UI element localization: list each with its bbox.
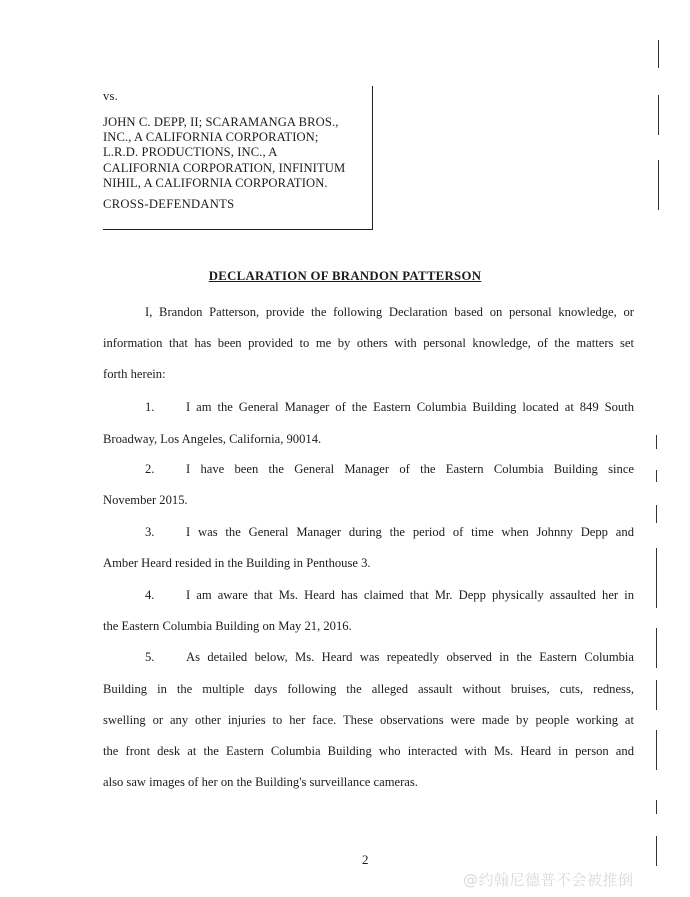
edge-mark xyxy=(656,836,657,866)
paragraph-line: Broadway, Los Angeles, California, 90014. xyxy=(103,432,322,446)
paragraph-line: Amber Heard resided in the Building in Penthouse 3. xyxy=(103,556,371,570)
paragraph-line: Building in the multiple days following the alleged assault without bruises, cuts, redness, xyxy=(103,682,634,696)
edge-mark xyxy=(656,505,657,523)
case-caption xyxy=(103,86,373,230)
paragraph-line: the front desk at the Eastern Columbia Building who interacted with Ms. Heard in person and xyxy=(103,744,634,758)
paragraph-line: November 2015. xyxy=(103,493,188,507)
edge-mark xyxy=(656,548,657,608)
paragraph-line: the Eastern Columbia Building on May 21, 2016. xyxy=(103,619,352,633)
edge-mark xyxy=(656,435,657,449)
paragraph-line: I am aware that Ms. Heard has claimed that Mr. Depp physically assaulted her in xyxy=(186,588,634,602)
paragraph-line: swelling or any other injuries to her face. These observations were made by people working at xyxy=(103,713,634,727)
party-line: NIHIL, A CALIFORNIA CORPORATION. xyxy=(103,175,328,190)
edge-mark xyxy=(658,160,659,210)
edge-mark xyxy=(656,470,657,482)
paragraph-number: 2. xyxy=(145,462,155,476)
intro-line: forth herein: xyxy=(103,367,166,381)
party-role-label: CROSS-DEFENDANTS xyxy=(103,197,235,211)
paragraph-number: 4. xyxy=(145,588,155,602)
party-line: INC., A CALIFORNIA CORPORATION; xyxy=(103,130,319,145)
watermark-text: @约翰尼德普不会被推倒 xyxy=(463,871,634,889)
cross-defendant-parties xyxy=(103,115,345,191)
intro-line: I, Brandon Patterson, provide the following Declaration based on personal knowledge, or xyxy=(145,305,634,319)
party-line: CALIFORNIA CORPORATION, INFINITUM xyxy=(103,160,346,175)
paragraph-line: I have been the General Manager of the Eastern Columbia Building since xyxy=(186,462,634,476)
paragraph-number: 5. xyxy=(145,650,155,664)
paragraph-line: As detailed below, Ms. Heard was repeatedly observed in the Eastern Columbia xyxy=(186,650,634,664)
edge-mark xyxy=(658,40,659,68)
edge-mark xyxy=(658,95,659,135)
intro-line: information that has been provided to me by others with personal knowledge, of the matters set xyxy=(103,336,634,350)
edge-mark xyxy=(656,680,657,710)
paragraph-number: 1. xyxy=(145,400,155,414)
paragraph-line: also saw images of her on the Building's surveillance cameras. xyxy=(103,775,418,789)
party-line: JOHN C. DEPP, II; SCARAMANGA BROS., xyxy=(103,115,339,129)
edge-mark xyxy=(656,730,657,770)
paragraph-line: I was the General Manager during the period of time when Johnny Depp and xyxy=(186,525,634,539)
edge-mark xyxy=(656,800,657,814)
page-number: 2 xyxy=(362,852,369,867)
party-line: L.R.D. PRODUCTIONS, INC., A xyxy=(103,145,278,160)
paragraph-number: 3. xyxy=(145,525,155,539)
versus-label: vs. xyxy=(103,89,118,103)
paragraph-line: I am the General Manager of the Eastern Columbia Building located at 849 South xyxy=(186,400,634,414)
edge-mark xyxy=(656,628,657,668)
declaration-title: DECLARATION OF BRANDON PATTERSON xyxy=(208,269,482,283)
